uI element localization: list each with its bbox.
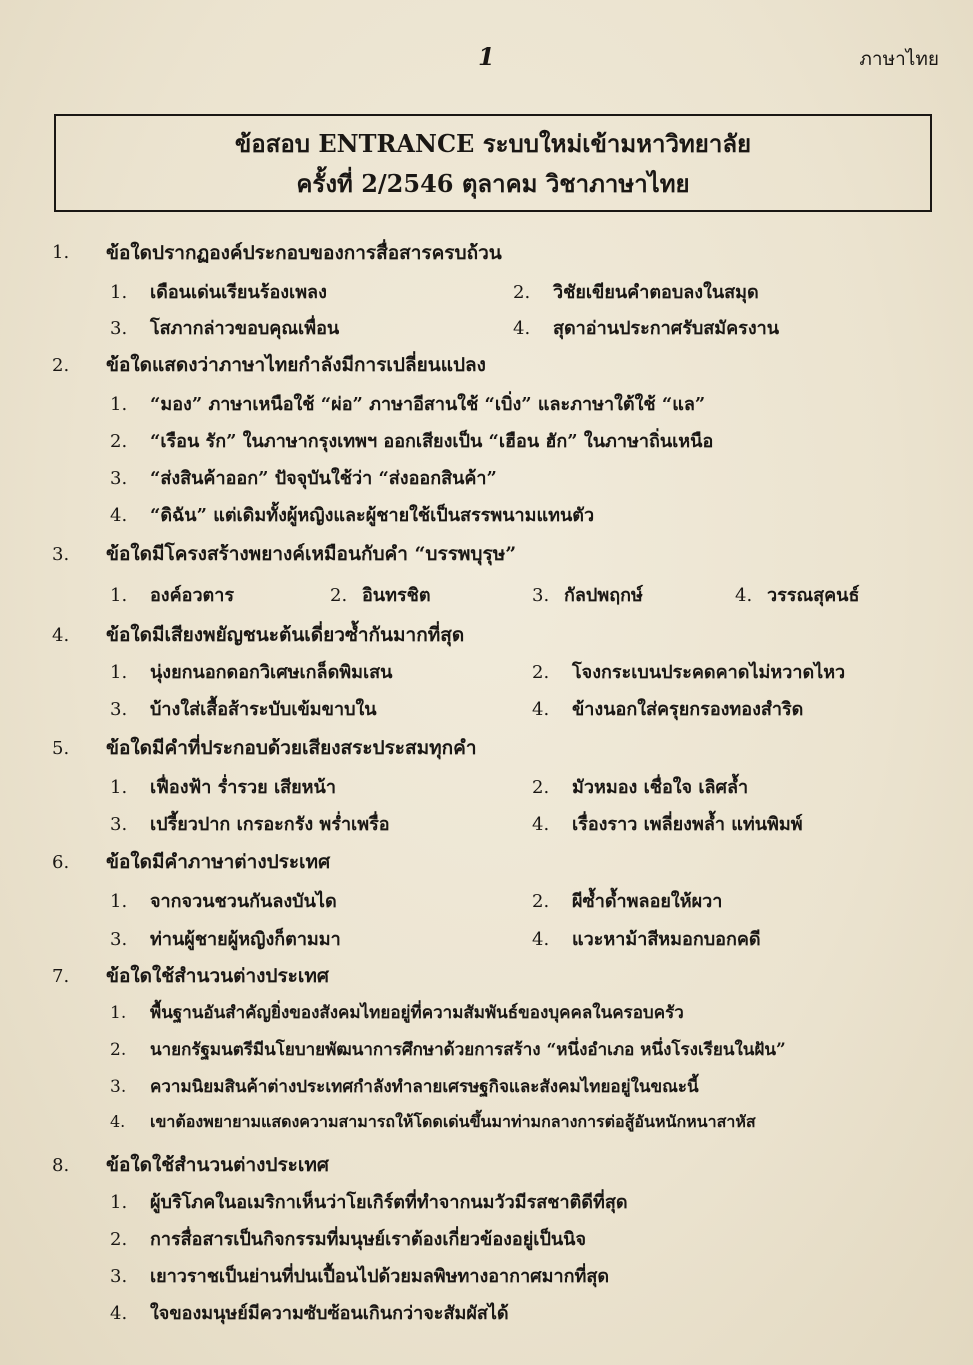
option-text: แวะหาม้าสีหมอกบอกคดี [572, 929, 761, 950]
option-number: 4. [532, 699, 550, 720]
option-number: 1. [110, 1192, 128, 1213]
question-number: 7. [52, 966, 70, 987]
option-1 [110, 999, 684, 1026]
option-number: 4. [513, 318, 531, 339]
exam-title: ข้อสอบ ENTRANCE ระบบใหม่เข้ามหาวิทยาลัย [234, 129, 752, 158]
option-number: 3. [110, 814, 128, 835]
question-text: ข้อใดมีโครงสร้างพยางค์เหมือนกับคำ “บรรพบุรุษ” [106, 543, 517, 565]
option-2 [513, 277, 759, 306]
option-text: มัวหมอง เชื่อใจ เลิศล้ำ [572, 777, 749, 798]
option-text: เปรี้ยวปาก เกรอะกรัง พร่ำเพรื่อ [150, 814, 390, 835]
option-2 [532, 657, 845, 686]
option-number: 2. [110, 1040, 127, 1060]
option-number: 1. [110, 662, 128, 683]
option-4 [532, 924, 761, 953]
option-number: 3. [110, 468, 128, 489]
option-number: 1. [110, 1003, 127, 1023]
option-number: 2. [110, 431, 128, 452]
exam-subtitle: ครั้งที่ 2/2546 ตุลาคม วิชาภาษาไทย [296, 169, 690, 198]
question-text: ข้อใดปรากฏองค์ประกอบของการสื่อสารครบถ้วน [106, 242, 502, 264]
question-number: 5. [52, 738, 70, 759]
option-number: 1. [110, 777, 128, 798]
option-text: องค์อวตาร [150, 585, 235, 606]
option-3 [532, 580, 643, 609]
option-3 [110, 1073, 699, 1100]
option-text: วรรณสุคนธ์ [767, 585, 860, 606]
option-4 [532, 809, 803, 838]
option-number: 2. [330, 585, 348, 606]
option-number: 4. [532, 814, 550, 835]
option-1 [110, 657, 392, 686]
option-3 [110, 694, 377, 723]
option-text: ใจของมนุษย์มีความซับซ้อนเกินกว่าจะสัมผัสได้ [150, 1303, 509, 1324]
option-number: 4. [735, 585, 753, 606]
option-4 [110, 1298, 509, 1327]
question-text: ข้อใดใช้สำนวนต่างประเทศ [106, 1154, 329, 1176]
option-text: ท่านผู้ชายผู้หญิงก็ตามมา [150, 929, 341, 950]
option-text: “ส่งสินค้าออก” ปัจจุบันใช้ว่า “ส่งออกสินค้า” [150, 468, 497, 489]
option-number: 2. [532, 777, 550, 798]
question-text: ข้อใดแสดงว่าภาษาไทยกำลังมีการเปลี่ยนแปลง [106, 354, 486, 376]
option-number: 3. [532, 585, 550, 606]
option-4 [532, 694, 803, 723]
option-2 [330, 580, 431, 609]
option-text: พื้นฐานอันสำคัญยิ่งของสังคมไทยอยู่ที่ความสัมพันธ์ของบุคคลในครอบครัว [150, 1003, 684, 1023]
option-text: วิชัยเขียนคำตอบลงในสมุด [553, 282, 759, 303]
option-4 [110, 1110, 756, 1135]
question-number: 2. [52, 355, 70, 376]
option-text: “มอง” ภาษาเหนือใช้ “ผ่อ” ภาษาอีสานใช้ “เบิ่ง” และภาษาใต้ใช้ “แล” [150, 394, 706, 415]
option-3 [110, 313, 339, 342]
question-number: 6. [52, 852, 70, 873]
option-text: สุดาอ่านประกาศรับสมัครงาน [553, 318, 780, 339]
option-number: 4. [110, 1112, 126, 1131]
option-text: ข้างนอกใส่ครุยกรองทองสำริด [572, 699, 804, 720]
option-text: เฟื่องฟ้า ร่ำรวย เสียหน้า [150, 777, 336, 798]
option-text: บ้างใส่เสื้อส้าระบับเข้มขาบใน [150, 699, 377, 720]
question-text: ข้อใดมีเสียงพยัญชนะต้นเดี่ยวซ้ำกันมากที่สุด [106, 624, 465, 646]
question-number: 1. [52, 242, 70, 263]
option-text: อินทรชิต [362, 585, 431, 606]
option-4 [110, 500, 594, 529]
option-3 [110, 809, 390, 838]
option-number: 2. [513, 282, 531, 303]
option-1 [110, 389, 705, 418]
option-text: “เรือน รัก” ในภาษากรุงเทพฯ ออกเสียงเป็น “เฮือน ฮัก” ในภาษาถิ่นเหนือ [150, 431, 714, 452]
option-3 [110, 1261, 609, 1290]
question-number: 8. [52, 1155, 70, 1176]
option-number: 1. [110, 891, 128, 912]
option-text: กัลปพฤกษ์ [564, 585, 643, 606]
option-number: 4. [532, 929, 550, 950]
option-text: นายกรัฐมนตรีมีนโยบายพัฒนาการศึกษาด้วยการสร้าง “หนึ่งอำเภอ หนึ่งโรงเรียนในฝัน” [150, 1040, 786, 1060]
option-2 [110, 1224, 586, 1253]
option-number: 1. [110, 282, 128, 303]
question-number: 4. [52, 625, 70, 646]
option-4 [735, 580, 859, 609]
option-text: โจงกระเบนประคดคาดไม่หวาดไหว [572, 662, 846, 683]
option-text: ผู้บริโภคในอเมริกาเห็นว่าโยเกิร์ตที่ทำจากนมวัวมีรสชาติดีที่สุด [150, 1192, 628, 1213]
title-box [54, 114, 932, 212]
question-text: ข้อใดมีคำที่ประกอบด้วยเสียงสระประสมทุกคำ [106, 737, 477, 759]
option-number: 3. [110, 699, 128, 720]
option-4 [513, 313, 779, 342]
option-1 [110, 580, 234, 609]
option-text: โสภากล่าวขอบคุณเพื่อน [150, 318, 340, 339]
option-number: 1. [110, 585, 128, 606]
question-number: 3. [52, 544, 70, 565]
option-2 [532, 886, 722, 915]
option-number: 3. [110, 318, 128, 339]
option-text: เรื่องราว เพลี่ยงพล้ำ แท่นพิมพ์ [572, 814, 803, 835]
option-number: 1. [110, 394, 128, 415]
option-text: เยาวราชเป็นย่านที่ปนเปื้อนไปด้วยมลพิษทางอากาศมากที่สุด [150, 1266, 610, 1287]
option-number: 3. [110, 929, 128, 950]
page-number: 1 [478, 42, 495, 71]
option-number: 2. [532, 891, 550, 912]
option-number: 4. [110, 505, 128, 526]
question-text: ข้อใดใช้สำนวนต่างประเทศ [106, 965, 329, 987]
option-number: 3. [110, 1266, 128, 1287]
option-2 [110, 426, 713, 455]
option-number: 2. [110, 1229, 128, 1250]
option-number: 4. [110, 1303, 128, 1324]
option-text: “ดิฉัน” แต่เดิมทั้งผู้หญิงและผู้ชายใช้เป็นสรรพนามแทนตัว [150, 505, 595, 526]
option-1 [110, 1187, 628, 1216]
option-text: ความนิยมสินค้าต่างประเทศกำลังทำลายเศรษฐกิจและสังคมไทยอยู่ในขณะนี้ [150, 1077, 699, 1097]
option-text: การสื่อสารเป็นกิจกรรมที่มนุษย์เราต้องเกี่ยวข้องอยู่เป็นนิจ [150, 1229, 587, 1250]
option-1 [110, 886, 337, 915]
option-3 [110, 463, 497, 492]
option-number: 3. [110, 1077, 127, 1097]
option-text: นุ่งยกนอกดอกวิเศษเกล็ดพิมเสน [150, 662, 393, 683]
option-2 [110, 1036, 786, 1063]
option-2 [532, 772, 748, 801]
question-text: ข้อใดมีคำภาษาต่างประเทศ [106, 851, 331, 873]
option-text: ผีซ้ำด้ำพลอยให้ผวา [572, 891, 723, 912]
option-number: 2. [532, 662, 550, 683]
option-text: เขาต้องพยายามแสดงความสามารถให้โดดเด่นขึ้นมาท่ามกลางการต่อสู้อันหนักหนาสาหัส [150, 1112, 756, 1131]
subject-header: ภาษาไทย [859, 48, 939, 70]
option-text: จากจวนชวนกันลงบันได [150, 891, 337, 912]
option-3 [110, 924, 341, 953]
option-1 [110, 277, 327, 306]
option-text: เดือนเด่นเรียนร้องเพลง [150, 282, 327, 303]
option-1 [110, 772, 336, 801]
